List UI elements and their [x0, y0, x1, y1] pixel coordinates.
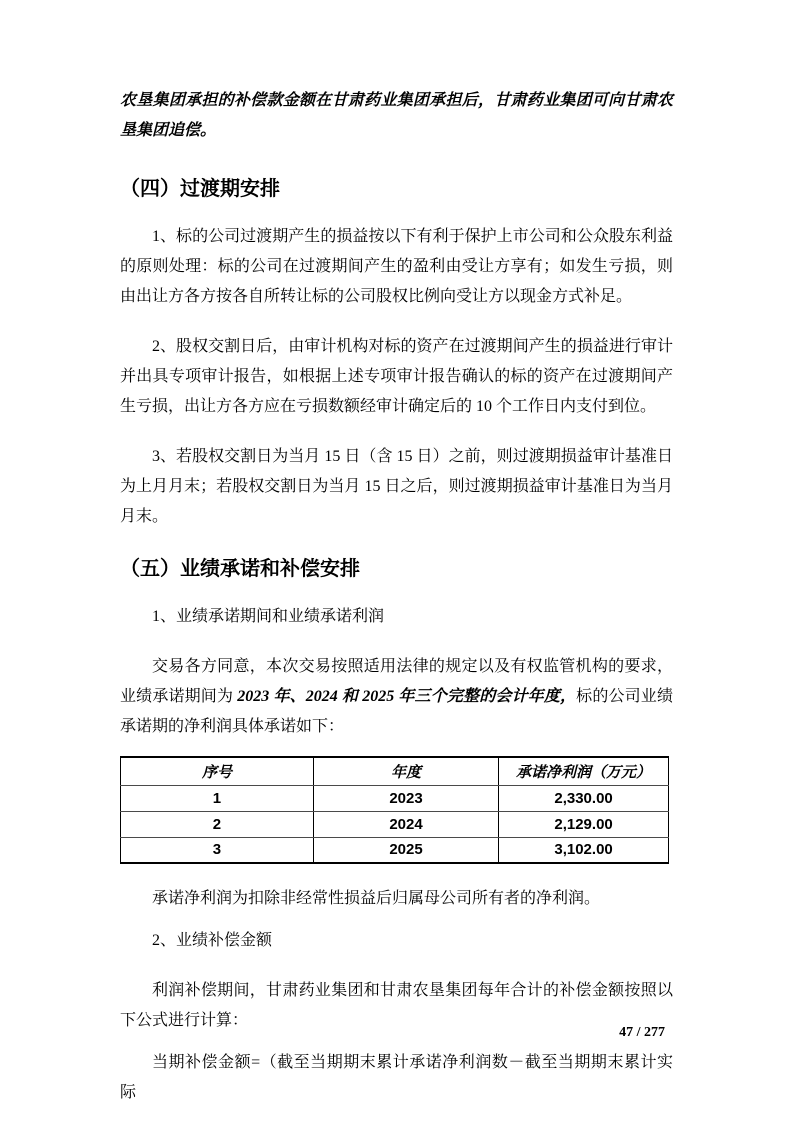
section-5-item-2-title: 2、业绩补偿金额	[152, 932, 273, 949]
table-row	[121, 785, 669, 811]
commitment-paragraph-start: 交易各方同意，本次交易按照适用法律的规定以及有权监管机构的要求，业绩承诺期间为	[120, 658, 673, 705]
section-4-paragraph-2: 2、股权交割日后，由审计机构对标的资产在过渡期间产生的损益进行审计并出具专项审计报告，如根据上述专项审计报告确认的标的资产在过渡期间产生亏损，出让方各方应在亏损数额经审计确定后的 10 个工作日内支付到位。	[120, 338, 673, 415]
formula-line: 当期补偿金额=（截至当期期末累计承诺净利润数－截至当期期末累计实际	[120, 1054, 673, 1101]
section-4-paragraph-1: 1、标的公司过渡期产生的损益按以下有利于保护上市公司和公众股东利益的原则处理：标的公司在过渡期间产生的盈利由受让方享有；如发生亏损，则由出让方各方按各自所转让标的公司股权比例向受让方以现金方式补足。	[120, 228, 673, 305]
table-cell-seq: 2	[121, 811, 314, 837]
table-header-row	[121, 757, 669, 785]
commitment-paragraph-end: 标的公司业绩承诺期的净利润具体承诺如下：	[120, 688, 673, 735]
table-cell-year: 2025	[313, 837, 498, 863]
table-cell-seq: 3	[121, 837, 314, 863]
section-4-paragraph-3: 3、若股权交割日为当月 15 日（含 15 日）之前，则过渡期损益审计基准日为上月月末；若股权交割日为当月 15 日之后，则过渡期损益审计基准日为当月月末。	[120, 448, 673, 525]
page-number: 47 / 277	[619, 1025, 665, 1040]
table-cell-profit: 2,129.00	[499, 811, 669, 837]
formula-intro-paragraph: 利润补偿期间，甘肃药业集团和甘肃农垦集团每年合计的补偿金额按照以下公式进行计算：	[120, 982, 673, 1029]
table-header-year: 年度	[313, 757, 498, 785]
table-cell-profit: 3,102.00	[499, 837, 669, 863]
table-cell-year: 2024	[313, 811, 498, 837]
promised-net-profit-table	[120, 756, 669, 864]
section-4-heading: （四）过渡期安排	[120, 178, 280, 200]
table-row	[121, 811, 669, 837]
page-content	[120, 86, 673, 1108]
section-5-item-1-title: 1、业绩承诺期间和业绩承诺利润	[152, 608, 385, 625]
intro-paragraph: 农垦集团承担的补偿款金额在甘肃药业集团承担后，甘肃药业集团可向甘肃农垦集团追偿。	[120, 92, 673, 139]
note-paragraph: 承诺净利润为扣除非经常性损益后归属母公司所有者的净利润。	[152, 890, 601, 907]
table-cell-year: 2023	[313, 785, 498, 811]
table-cell-seq: 1	[121, 785, 314, 811]
commitment-paragraph	[120, 652, 673, 742]
table-header-promised-profit: 承诺净利润（万元）	[499, 757, 669, 785]
table-cell-profit: 2,330.00	[499, 785, 669, 811]
section-5-heading: （五）业绩承诺和补偿安排	[120, 558, 360, 580]
commitment-paragraph-bold-years: 2023 年、2024 和 2025 年三个完整的会计年度，	[237, 688, 577, 705]
table-header-seq: 序号	[121, 757, 314, 785]
table-row	[121, 837, 669, 863]
